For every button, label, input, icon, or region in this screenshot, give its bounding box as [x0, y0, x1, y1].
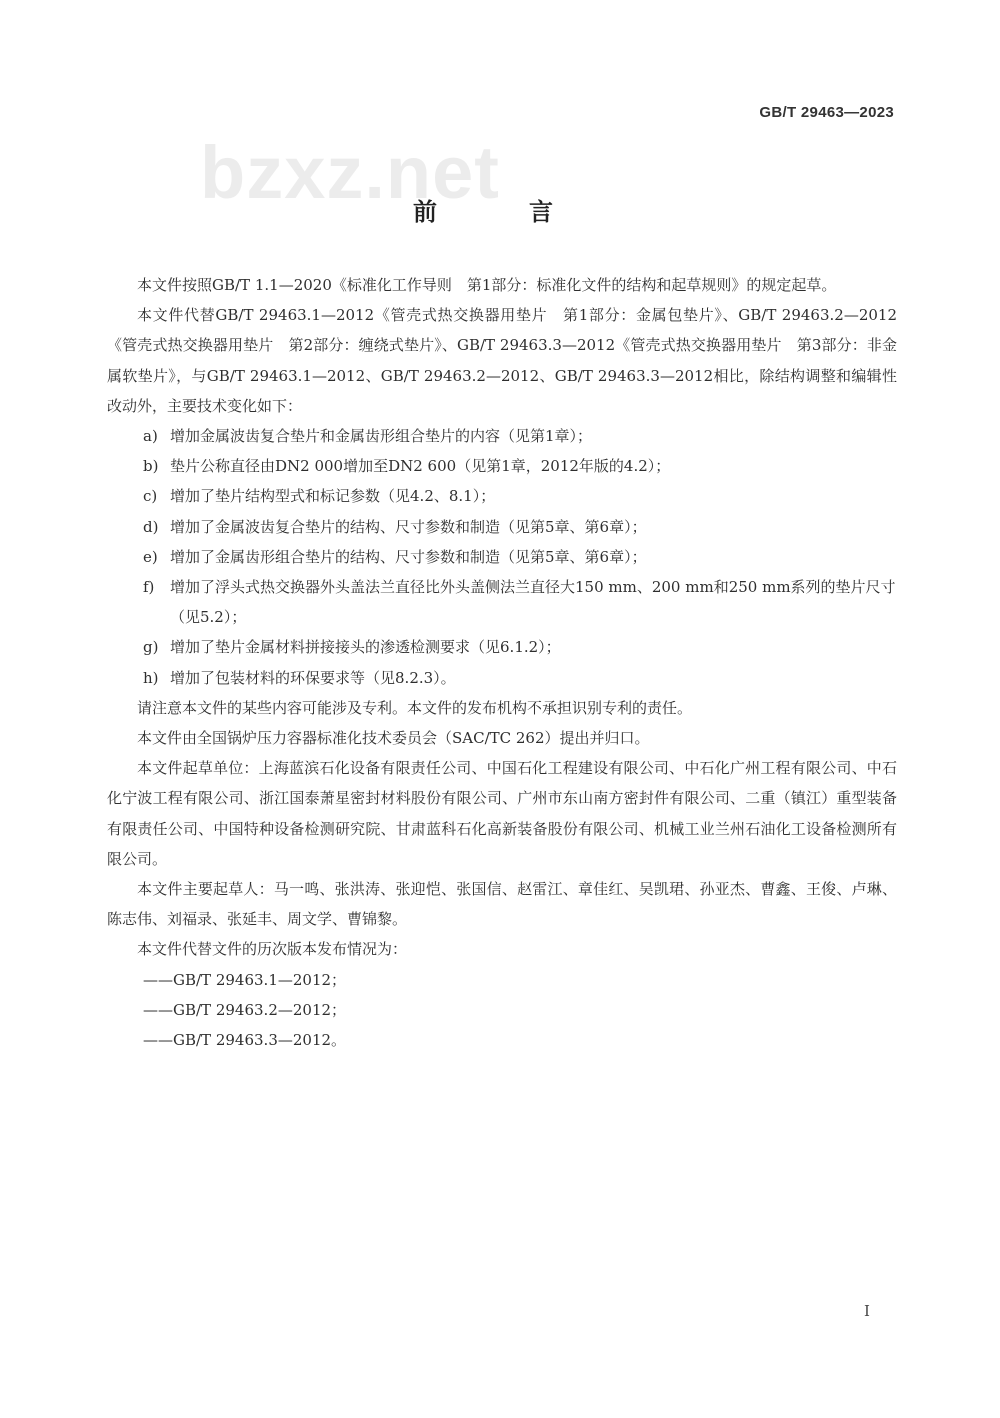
paragraph-drafting-rules: 本文件按照GB/T 1.1—2020《标准化工作导则 第1部分：标准化文件的结构和起草规则》的规定起草。 — [137, 276, 837, 294]
history-item: ——GB/T 29463.3—2012。 — [143, 1031, 347, 1050]
list-item-label: g) — [143, 638, 159, 657]
list-item — [107, 572, 897, 632]
list-item-text: 增加了包装材料的环保要求等（见8.2.3）。 — [170, 668, 456, 687]
paragraph-drafters: 本文件主要起草人：马一鸣、张洪涛、张迎恺、张国信、赵雷江、章佳红、吴凯珺、孙亚杰、曹鑫、王俊、卢琳、陈志伟、刘福录、张延丰、周文学、曹锦黎。 — [107, 880, 897, 929]
page-number: I — [864, 1302, 870, 1320]
list-item-label: d) — [143, 517, 159, 536]
list-item-text: 增加了金属波齿复合垫片的结构、尺寸参数和制造（见第5章、第6章）； — [170, 517, 647, 536]
paragraph-proposer: 本文件由全国锅炉压力容器标准化技术委员会（SAC/TC 262）提出并归口。 — [137, 729, 650, 748]
foreword-body — [107, 270, 897, 1055]
list-item-label: f) — [143, 578, 155, 597]
list-item-label: e) — [143, 547, 158, 566]
standard-code: GB/T 29463—2023 — [759, 104, 894, 121]
changes-list — [107, 421, 897, 693]
paragraph-replacement: 本文件代替GB/T 29463.1—2012《管壳式热交换器用垫片 第1部分：金属包垫片》、GB/T 29463.2—2012《管壳式热交换器用垫片 第2部分：缠绕式垫片》、GB/T 29463.3—2012《管壳式热交换器用垫片 第3部分：非金属软垫片》，与GB/T 29463.1—2012、GB/T 29463.2—2012、GB/T 29463.3—2012相比，除结构调整和编辑性改动外，主要技术变化如下： — [107, 306, 897, 415]
page-title: 前 言 — [413, 198, 587, 226]
list-item — [107, 451, 897, 481]
list-item-text: 增加了金属齿形组合垫片的结构、尺寸参数和制造（见第5章、第6章）； — [170, 547, 647, 566]
history-list — [107, 965, 897, 1056]
list-item-label: h) — [143, 668, 159, 687]
list-item-text: 增加了浮头式热交换器外头盖法兰直径比外头盖侧法兰直径大150 mm、200 mm和250 mm系列的垫片尺寸（见5.2）； — [170, 578, 896, 627]
list-item-label: a) — [143, 427, 158, 446]
paragraph-patent-notice: 请注意本文件的某些内容可能涉及专利。本文件的发布机构不承担识别专利的责任。 — [137, 698, 693, 717]
paragraph-history-intro: 本文件代替文件的历次版本发布情况为： — [137, 940, 408, 959]
list-item-text: 增加金属波齿复合垫片和金属齿形组合垫片的内容（见第1章）； — [170, 427, 593, 446]
list-item-text: 增加了垫片结构型式和标记参数（见4.2、8.1）； — [170, 487, 496, 506]
list-item — [107, 512, 897, 542]
paragraph-drafting-units: 本文件起草单位：上海蓝滨石化设备有限责任公司、中国石化工程建设有限公司、中石化广州工程有限公司、中石化宁波工程有限公司、浙江国泰萧星密封材料股份有限公司、广州市东山南方密封件有限公司、二重（镇江）重型装备有限责任公司、中国特种设备检测研究院、甘肃蓝科石化高新装备股份有限公司、机械工业兰州石油化工设备检测所有限公司。 — [107, 759, 897, 868]
list-item — [107, 663, 897, 693]
list-item — [107, 542, 897, 572]
list-item — [107, 481, 897, 511]
history-item: ——GB/T 29463.2—2012； — [143, 1000, 347, 1019]
list-item-text: 增加了垫片金属材料拼接接头的渗透检测要求（见6.1.2）； — [170, 638, 561, 657]
list-item-label: b) — [143, 457, 159, 476]
watermark: bzxz.net — [200, 131, 500, 214]
list-item-label: c) — [143, 487, 158, 506]
list-item-text: 垫片公称直径由DN2 000增加至DN2 600（见第1章，2012年版的4.2）； — [170, 457, 671, 476]
list-item — [107, 632, 897, 662]
list-item — [107, 421, 897, 451]
history-item: ——GB/T 29463.1—2012； — [143, 970, 347, 989]
